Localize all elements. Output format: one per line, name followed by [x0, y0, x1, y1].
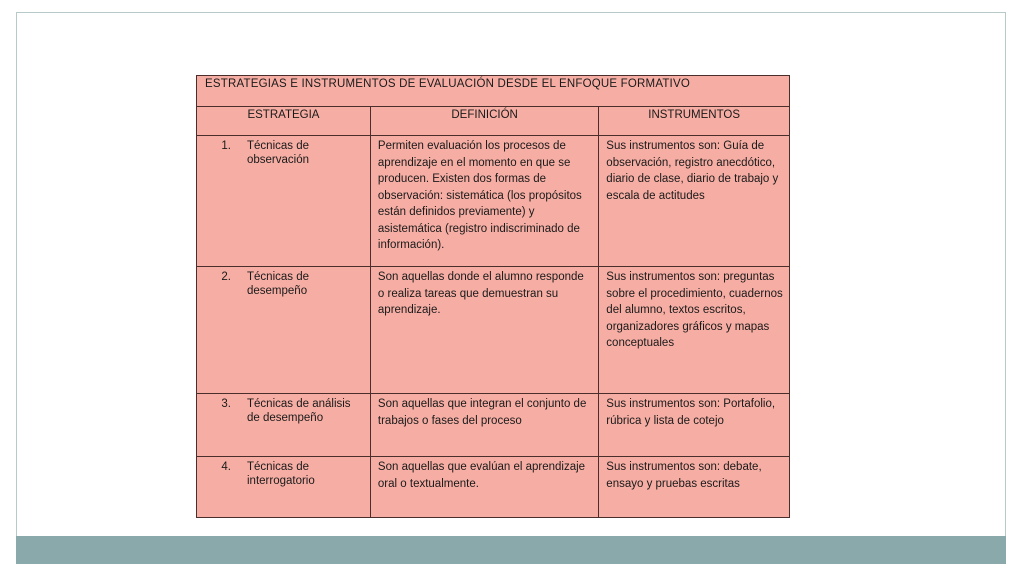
slide-bottom-bar [16, 536, 1006, 564]
table-row [197, 136, 790, 267]
estrategia-label: Técnicas de observación [247, 140, 310, 166]
estrategia-cell [197, 394, 371, 457]
instrumentos-cell: Sus instrumentos son: Portafolio, rúbrica y lista de cotejo [599, 394, 790, 457]
estrategia-cell [197, 457, 371, 518]
estrategia-number: 1. [221, 140, 231, 152]
estrategia-number: 4. [221, 461, 231, 473]
instrumentos-cell: Sus instrumentos son: preguntas sobre el procedimiento, cuadernos del alumno, textos escritos, organizadores gráficos y mapas conceptuales [599, 267, 790, 394]
table-row [197, 457, 790, 518]
estrategia-label: Técnicas de desempeño [247, 271, 310, 297]
table-header-row [197, 107, 790, 136]
evaluation-table-container [196, 75, 790, 518]
estrategia-number: 2. [221, 271, 231, 283]
instrumentos-cell: Sus instrumentos son: debate, ensayo y pruebas escritas [599, 457, 790, 518]
estrategia-label: Técnicas de análisis de desempeño [247, 398, 351, 424]
instrumentos-cell: Sus instrumentos son: Guía de observación, registro anecdótico, diario de clase, diario de trabajo y escala de actitudes [599, 136, 790, 267]
definicion-cell: Son aquellas donde el alumno responde o realiza tareas que demuestran su aprendizaje. [370, 267, 598, 394]
header-instrumentos: INSTRUMENTOS [599, 107, 790, 136]
estrategia-cell [197, 267, 371, 394]
header-definicion: DEFINICIÓN [370, 107, 598, 136]
table-row [197, 267, 790, 394]
table-title-row [197, 76, 790, 107]
header-estrategia: ESTRATEGIA [197, 107, 371, 136]
evaluation-strategies-table [196, 75, 790, 518]
definicion-cell: Son aquellas que evalúan el aprendizaje oral o textualmente. [370, 457, 598, 518]
estrategia-number: 3. [221, 398, 231, 410]
definicion-cell: Permiten evaluación los procesos de aprendizaje en el momento en que se producen. Existen dos formas de observación: sistemática (los propósitos están definidos previamente) y asistemática (registro indiscriminado de información). [370, 136, 598, 267]
table-title: ESTRATEGIAS E INSTRUMENTOS DE EVALUACIÓN DESDE EL ENFOQUE FORMATIVO [197, 76, 790, 107]
definicion-cell: Son aquellas que integran el conjunto de trabajos o fases del proceso [370, 394, 598, 457]
table-row [197, 394, 790, 457]
estrategia-cell [197, 136, 371, 267]
estrategia-label: Técnicas de interrogatorio [247, 461, 315, 487]
